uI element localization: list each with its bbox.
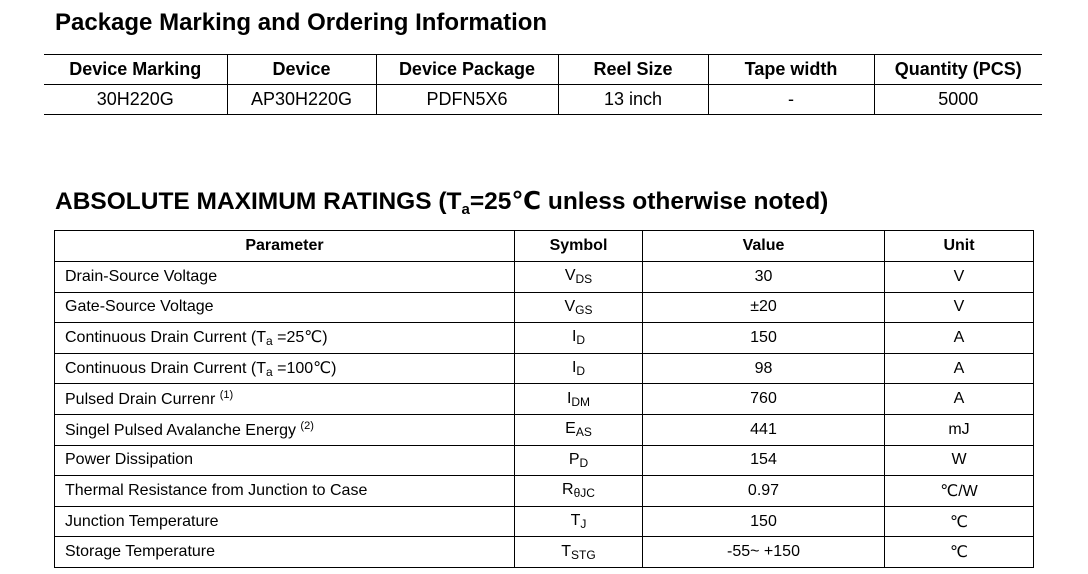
table-row [55,476,1034,507]
parameter-cell [55,476,515,507]
value-cell: 760 [643,384,885,415]
value-cell: 30 [643,262,885,293]
value-cell: 0.97 [643,476,885,507]
parameter-text: Storage Temperature [65,543,216,561]
table-row [55,537,1034,568]
symbol-letter: T [570,512,581,530]
symbol-cell [515,292,643,323]
parameter-note: (2) [300,419,314,432]
parameter-subscript: a [265,334,273,349]
unit-cell: V [885,262,1034,293]
ordering-title: Package Marking and Ordering Information [55,9,548,36]
symbol-subscript: D [576,333,586,348]
ordering-row [44,85,1042,115]
ordering-header-cell: Tape width [708,55,874,85]
ordering-header-cell: Reel Size [558,55,708,85]
value-cell: 441 [643,414,885,445]
ordering-header-cell: Device Marking [44,55,227,85]
symbol-cell [515,445,643,476]
symbol-letter: V [564,267,576,285]
parameter-cell [55,537,515,568]
parameter-text: Junction Temperature [65,512,219,530]
table-row [55,506,1034,537]
symbol-letter: I [566,389,572,407]
ratings-header-cell: Symbol [515,231,643,262]
unit-cell: ℃/W [885,476,1034,507]
parameter-text: Power Dissipation [65,451,194,469]
symbol-subscript: DM [571,394,591,409]
parameter-cell [55,414,515,445]
symbol-cell [515,537,643,568]
ratings-title-sub: a [461,201,470,218]
parameter-text: Thermal Resistance from Junction to Case [65,481,368,499]
parameter-cell [55,445,515,476]
symbol-letter: T [561,542,572,560]
parameter-text: Singel Pulsed Avalanche Energy [65,421,301,439]
ordering-cell: 30H220G [44,85,227,115]
ratings-title-prefix: ABSOLUTE MAXIMUM RATINGS (T [55,188,462,215]
table-row [55,353,1034,384]
value-cell: 150 [643,506,885,537]
table-row [55,384,1034,415]
symbol-subscript: STG [571,547,596,562]
parameter-cell [55,292,515,323]
parameter-text-after: =100℃) [272,360,337,378]
ordering-cell: AP30H220G [227,85,376,115]
parameter-text: Pulsed Drain Currenr [65,391,220,409]
ordering-header-cell: Quantity (PCS) [874,55,1042,85]
ratings-title [55,186,828,218]
ratings-body [55,262,1034,568]
unit-cell: A [885,323,1034,354]
symbol-letter: I [571,359,577,377]
symbol-subscript: GS [575,302,593,317]
symbol-letter: V [564,297,576,315]
symbol-cell [515,262,643,293]
table-row [55,292,1034,323]
parameter-note: (1) [219,389,234,402]
ordering-cell: PDFN5X6 [376,85,558,115]
symbol-cell [515,476,643,507]
value-cell: 154 [643,445,885,476]
symbol-cell [515,323,643,354]
symbol-subscript: J [580,517,587,532]
symbol-cell [515,353,643,384]
parameter-cell [55,353,515,384]
symbol-subscript: θJC [573,486,595,501]
value-cell: 98 [643,353,885,384]
ordering-cell: - [708,85,874,115]
parameter-cell [55,506,515,537]
ordering-table [44,54,1042,115]
symbol-subscript: AS [575,425,592,440]
unit-cell: mJ [885,414,1034,445]
table-row [55,414,1034,445]
ordering-header-row [44,55,1042,85]
symbol-cell [515,384,643,415]
parameter-text: Continuous Drain Current (T [65,360,266,378]
table-row [55,262,1034,293]
ratings-header-row [55,231,1034,262]
symbol-subscript: DS [575,272,593,287]
value-cell: ±20 [643,292,885,323]
symbol-letter: E [565,420,576,438]
unit-cell: A [885,384,1034,415]
symbol-letter: I [571,328,577,346]
table-row [55,445,1034,476]
parameter-cell [55,384,515,415]
parameter-text: Drain-Source Voltage [65,267,218,285]
symbol-letter: P [568,450,580,468]
symbol-subscript: D [576,364,586,379]
symbol-subscript: D [579,455,589,470]
parameter-cell [55,262,515,293]
unit-cell: W [885,445,1034,476]
value-cell: 150 [643,323,885,354]
ordering-cell: 13 inch [558,85,708,115]
table-row [55,323,1034,354]
ratings-table [54,230,1034,568]
ratings-header-cell: Value [643,231,885,262]
unit-cell: ℃ [885,537,1034,568]
symbol-cell [515,414,643,445]
parameter-cell [55,323,515,354]
parameter-subscript: a [265,365,273,380]
ordering-header-cell: Device [227,55,376,85]
parameter-text-after: =25℃) [272,329,328,347]
unit-cell: V [885,292,1034,323]
parameter-text: Continuous Drain Current (T [65,329,266,347]
symbol-cell [515,506,643,537]
unit-cell: A [885,353,1034,384]
ratings-header-cell: Parameter [55,231,515,262]
symbol-letter: R [562,481,574,499]
value-cell: -55~ +150 [643,537,885,568]
ordering-cell: 5000 [874,85,1042,115]
parameter-text: Gate-Source Voltage [65,298,214,316]
ordering-header-cell: Device Package [376,55,558,85]
unit-cell: ℃ [885,506,1034,537]
ratings-title-suffix: =25℃ unless otherwise noted) [469,188,829,215]
ratings-header-cell: Unit [885,231,1034,262]
